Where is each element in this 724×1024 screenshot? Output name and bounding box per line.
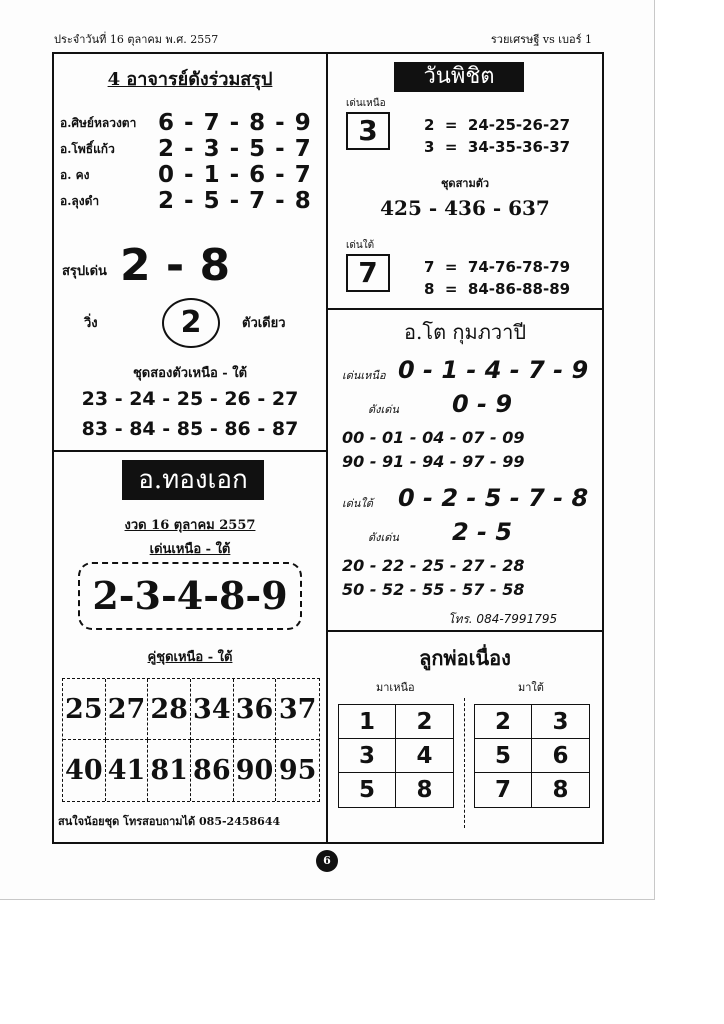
line-values: 34-35-36-37 (467, 138, 571, 156)
top-line (424, 116, 570, 134)
set2-title: ชุดสองตัวเหนือ - ใต้ (132, 366, 248, 381)
master-row (60, 162, 320, 188)
lower-label: เด่นใต้ (342, 497, 373, 510)
grid-separator (464, 698, 465, 828)
content-frame (52, 52, 604, 844)
master-name: อ.ลุงดำ (60, 193, 100, 208)
top-label: เด่นเหนือ (346, 98, 386, 109)
to-title: อ.โต กุมภวาปี (403, 320, 527, 344)
header-date: ประจำวันที่ 16 ตุลาคม พ.ศ. 2557 (54, 33, 219, 46)
pairs-title: คู่ชุดเหนือ - ใต้ (147, 650, 233, 665)
upper-label: เด่นเหนือ (342, 369, 386, 382)
main-numbers-box: 2-3-4-8-9 (78, 562, 302, 630)
grid-cell: 8 (552, 777, 569, 803)
left-grid-label: มาเหนือ (376, 681, 415, 694)
grid-cell: 6 (532, 739, 589, 773)
grid-cell: 7 (475, 773, 532, 807)
left-number-grid (338, 704, 454, 808)
line-equals: = (444, 116, 458, 134)
line-values: 84-86-88-89 (467, 280, 571, 298)
line-digit: 7 (424, 258, 435, 276)
lower-fav: 2 - 5 (452, 518, 513, 546)
summary-label: สรุปเด่น (62, 264, 107, 279)
master-name: อ.โพธิ์แก้ว (60, 141, 115, 156)
pair-cell: 90 (234, 740, 277, 801)
pair-cell: 25 (63, 679, 106, 740)
lower-row: 50 - 52 - 55 - 57 - 58 (342, 580, 525, 599)
wan-phichit-title: วันพิชิต (394, 62, 524, 92)
master-row (60, 110, 320, 136)
grid-cell: 5 (339, 773, 396, 807)
master-name: อ.ศิษย์หลวงตา (60, 115, 137, 130)
pair-cell: 95 (278, 755, 317, 786)
bottom-line (424, 280, 570, 298)
summary-numbers: 2 - 8 (120, 240, 231, 291)
upper-numbers: 0 - 1 - 4 - 7 - 9 (398, 356, 589, 384)
master-row (60, 136, 320, 162)
master-numbers: 2 - 5 - 7 - 8 (158, 188, 312, 214)
set2-row: 83 - 84 - 85 - 86 - 87 (81, 418, 299, 440)
bottom-label: เด่นใต้ (346, 240, 375, 251)
top-line (424, 138, 570, 156)
bottom-digit-box: 7 (346, 254, 390, 292)
luk-pho-nueang-section (328, 632, 602, 842)
pair-cell: 41 (106, 740, 149, 801)
lower-row: 20 - 22 - 25 - 27 - 28 (342, 556, 525, 575)
line-equals: = (444, 138, 458, 156)
run-number-circle: 2 (162, 298, 220, 348)
upper-fav-label: ดังเด่น (368, 403, 399, 416)
grid-cell: 3 (532, 705, 589, 739)
grid-cell: 8 (416, 777, 433, 803)
draw-date: งวด 16 ตุลาคม 2557 (124, 518, 256, 533)
luk-title: ลูกพ่อเนื่อง (419, 646, 511, 670)
single-label: ตัวเดียว (242, 316, 286, 331)
top-digit-box: 3 (346, 112, 390, 150)
master-numbers: 0 - 1 - 6 - 7 (158, 162, 312, 188)
tong-ek-title: อ.ทองเอก (122, 460, 264, 500)
pairs-grid (62, 678, 320, 802)
pair-cell: 37 (276, 679, 319, 740)
grid-cell: 1 (339, 705, 396, 739)
line-values: 24-25-26-27 (467, 116, 571, 134)
grid-cell: 2 (475, 705, 532, 739)
line-digit: 3 (424, 138, 435, 156)
pair-cell: 28 (148, 679, 191, 740)
upper-row: 00 - 01 - 04 - 07 - 09 (342, 428, 525, 447)
bottom-line (424, 258, 570, 276)
pair-cell: 27 (106, 679, 149, 740)
pair-cell: 34 (191, 679, 234, 740)
line-equals: = (444, 258, 458, 276)
wan-phichit-section (328, 54, 602, 308)
grid-cell: 3 (339, 739, 396, 773)
run-label: วิ่ง (84, 316, 98, 331)
left-divider (54, 450, 326, 452)
pair-cell: 36 (234, 679, 277, 740)
three-digit-numbers: 425 - 436 - 637 (380, 196, 550, 220)
grid-cell: 5 (475, 739, 532, 773)
pair-cell: 86 (191, 740, 234, 801)
phone-number: โทร. 084-7991795 (448, 612, 558, 626)
right-number-grid (474, 704, 590, 808)
upper-fav: 0 - 9 (452, 390, 513, 418)
page-number: 6 (316, 850, 338, 872)
grid-cell: 4 (396, 739, 453, 773)
masters-title: 4 อาจารย์ดังร่วมสรุป (107, 69, 273, 90)
set2-row: 23 - 24 - 25 - 26 - 27 (81, 388, 299, 410)
line-digit: 2 (424, 116, 435, 134)
pair-cell: 81 (148, 740, 191, 801)
lower-fav-label: ดังเด่น (368, 531, 399, 544)
masters-table (60, 110, 320, 214)
header-magazine: รวยเศรษฐี vs เบอร์ 1 (490, 33, 592, 46)
pair-cell: 40 (63, 740, 106, 801)
three-digit-label: ชุดสามตัว (440, 177, 490, 190)
line-equals: = (444, 280, 458, 298)
line-values: 74-76-78-79 (467, 258, 571, 276)
master-numbers: 6 - 7 - 8 - 9 (158, 110, 312, 136)
to-kumphawapi-section (328, 310, 602, 630)
master-row (60, 188, 320, 214)
lower-numbers: 0 - 2 - 5 - 7 - 8 (398, 484, 589, 512)
line-digit: 8 (424, 280, 435, 298)
master-name: อ. คง (60, 167, 90, 182)
master-numbers: 2 - 3 - 5 - 7 (158, 136, 312, 162)
upper-row: 90 - 91 - 94 - 97 - 99 (342, 452, 525, 471)
contact-note: สนใจน้อยชุด โทรสอบถามได้ 085-2458644 (58, 815, 281, 828)
grid-cell: 2 (396, 705, 453, 739)
right-grid-label: มาใต้ (518, 681, 544, 694)
upper-lower-label: เด่นเหนือ - ใต้ (149, 542, 231, 557)
